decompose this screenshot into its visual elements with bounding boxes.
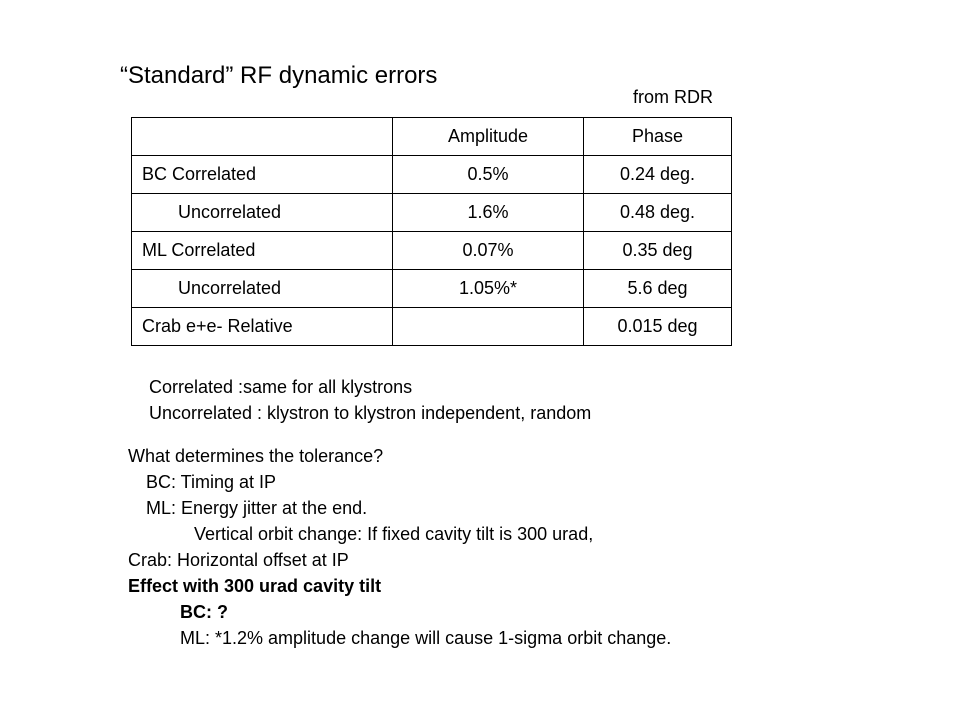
phase-cell: 0.35 deg	[584, 232, 732, 270]
tolerance-block	[128, 443, 671, 651]
rf-errors-table	[131, 117, 732, 346]
row-label: Uncorrelated	[132, 270, 393, 308]
phase-cell: 0.015 deg	[584, 308, 732, 346]
table-row	[132, 156, 732, 194]
phase-cell: 5.6 deg	[584, 270, 732, 308]
tolerance-bc: BC: Timing at IP	[146, 472, 277, 492]
header-cell-amplitude: Amplitude	[393, 118, 584, 156]
tolerance-question: What determines the tolerance?	[128, 446, 384, 466]
row-label: BC Correlated	[132, 156, 393, 194]
row-label: Uncorrelated	[132, 194, 393, 232]
tolerance-ml: ML: Energy jitter at the end.	[146, 498, 368, 518]
tolerance-ml-vertical: Vertical orbit change: If fixed cavity tilt is 300 urad,	[194, 524, 594, 544]
header-cell-empty	[132, 118, 393, 156]
definition-uncorrelated: Uncorrelated : klystron to klystron independent, random	[149, 403, 592, 423]
definition-correlated: Correlated :same for all klystrons	[149, 377, 413, 397]
row-label: Crab e+e- Relative	[132, 308, 393, 346]
amplitude-cell: 0.5%	[393, 156, 584, 194]
table-row	[132, 270, 732, 308]
table-row	[132, 308, 732, 346]
source-note: from RDR	[633, 87, 713, 107]
table-header-row	[132, 118, 732, 156]
amplitude-cell: 1.05%*	[393, 270, 584, 308]
table-row	[132, 194, 732, 232]
header-cell-phase: Phase	[584, 118, 732, 156]
amplitude-cell	[393, 308, 584, 346]
effect-bc: BC: ?	[180, 602, 228, 622]
row-label: ML Correlated	[132, 232, 393, 270]
amplitude-cell: 1.6%	[393, 194, 584, 232]
effect-heading: Effect with 300 urad cavity tilt	[128, 576, 382, 596]
phase-cell: 0.24 deg.	[584, 156, 732, 194]
amplitude-cell: 0.07%	[393, 232, 584, 270]
tolerance-crab: Crab: Horizontal offset at IP	[128, 550, 349, 570]
page-title: “Standard” RF dynamic errors	[120, 62, 438, 89]
effect-ml: ML: *1.2% amplitude change will cause 1-sigma orbit change.	[180, 628, 672, 648]
table-row	[132, 232, 732, 270]
definitions-block	[149, 374, 591, 426]
phase-cell: 0.48 deg.	[584, 194, 732, 232]
